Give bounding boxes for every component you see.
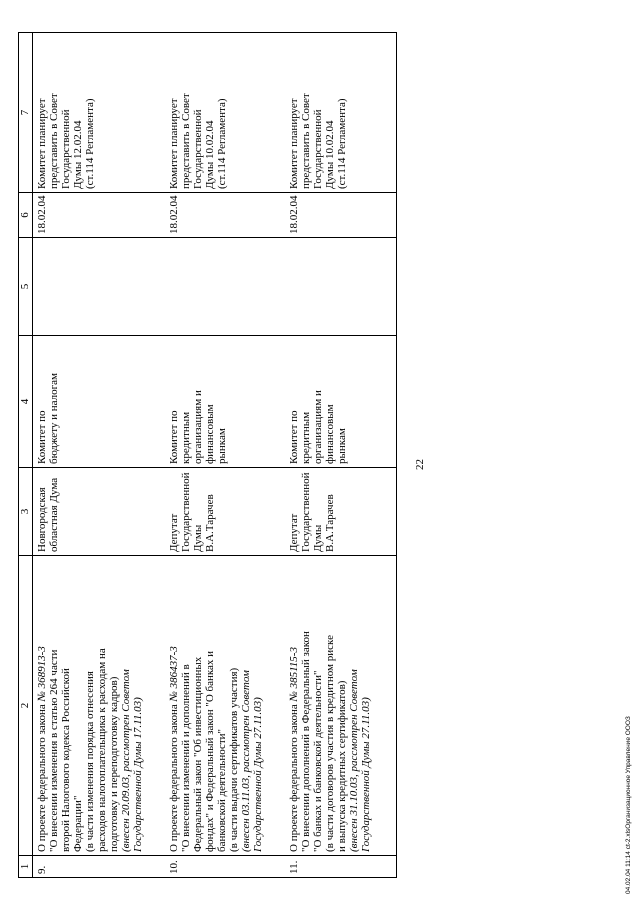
bill-description-line: "О внесении изменений и дополнений в (180, 664, 192, 852)
table-row (33, 33, 169, 878)
bill-title (36, 559, 48, 852)
bill-description-line: банковской деятельности" (216, 728, 228, 852)
footer-text: 04.02.04 11:14 ct-2.xlsОрганизационное Управление ОООЗ (625, 716, 632, 894)
note-cell (288, 33, 397, 193)
note-line: Комитет планирует (36, 98, 48, 189)
column-header: 1 (19, 856, 33, 878)
bill-description-cell (168, 556, 288, 856)
bill-description-line: (в части договоров участия в кредитном риске (324, 635, 336, 852)
header-row (19, 33, 33, 878)
initiator-line: Думы (312, 524, 324, 552)
bill-status-line: (внесен 20.09.03, рассмотрен Советом (120, 669, 132, 852)
bill-status-line: (внесен 31.10.03, рассмотрен Советом (348, 669, 360, 852)
row-number: 10. (168, 860, 180, 874)
table-row (288, 33, 397, 878)
column-header: 5 (19, 238, 33, 336)
note-line: Государственной (60, 109, 72, 189)
bill-description-line: (в части изменения порядка отнесения (84, 671, 96, 852)
bill-number: № 386437-3 (168, 646, 180, 702)
column-header: 7 (19, 33, 33, 193)
note-line: представить в Совет (180, 93, 192, 189)
date-cell: 18.02.04 (33, 193, 169, 238)
bill-description-line: и выпуска кредитных сертификатов) (336, 680, 348, 852)
initiator-line: Государственной (180, 472, 192, 552)
initiator-line: В.А.Тарачев (324, 494, 336, 552)
note-line: Думы 10.02.04 (204, 120, 216, 189)
bill-description-line: (в части выдачи сертификатов участия) (228, 667, 240, 852)
note-line: Думы 12.02.04 (72, 120, 84, 189)
bill-status-line: (внесен 03.11.03, рассмотрен Советом (240, 670, 252, 852)
row-number: 11. (288, 860, 300, 874)
initiator-line: Депутат (168, 513, 180, 552)
bills-table (18, 32, 397, 878)
committee-line: кредитным (300, 411, 312, 464)
column-5-cell (168, 238, 288, 336)
bill-description-line: фондах" и Федеральный закон "О банках и (204, 650, 216, 852)
page-number: 22 (414, 459, 426, 470)
bill-description-cell (33, 556, 169, 856)
column-header: 4 (19, 336, 33, 468)
bill-number: № 385115-3 (288, 647, 300, 702)
bill-status-line: Государственной Думы 27.11.03) (360, 697, 372, 852)
initiator-line: Новгородская (36, 487, 48, 552)
committee-line: рынкам (216, 428, 228, 464)
bill-status-line: Государственной Думы 17.11.03) (132, 697, 144, 852)
committee-line: финансовым (324, 404, 336, 464)
note-cell (168, 33, 288, 193)
bill-title-text: О проекте федерального закона (36, 701, 48, 852)
column-5-cell (288, 238, 397, 336)
bill-title-text: О проекте федерального закона (288, 701, 300, 852)
committee-line: организациям и (192, 390, 204, 464)
committee-cell (33, 336, 169, 468)
bill-status-line: Государственной Думы 27.11.03) (252, 697, 264, 852)
note-line: Комитет планирует (168, 98, 180, 189)
bill-description-line: второй Налогового кодекса Российской (60, 668, 72, 852)
row-number-cell (168, 856, 288, 878)
column-header: 2 (19, 556, 33, 856)
note-line: (ст.114 Регламента) (336, 98, 348, 189)
row-number-cell (33, 856, 169, 878)
column-5-cell (33, 238, 169, 336)
note-line: Государственной (192, 109, 204, 189)
bill-description-line: "О внесении дополнений в Федеральный закон (300, 631, 312, 852)
note-line: (ст.114 Регламента) (216, 98, 228, 189)
bill-description-line: подготовку и переподготовку кадров) (108, 676, 120, 852)
committee-line: бюджету и налогам (48, 373, 60, 464)
initiator-cell (33, 468, 169, 556)
date-cell: 18.02.04 (168, 193, 288, 238)
committee-line: кредитным (180, 411, 192, 464)
date-cell: 18.02.04 (288, 193, 397, 238)
bill-description-cell (288, 556, 397, 856)
committee-line: Комитет по (288, 410, 300, 464)
note-line: Государственной (312, 109, 324, 189)
initiator-line: Думы (192, 524, 204, 552)
initiator-line: В.А.Тарачев (204, 494, 216, 552)
initiator-cell (288, 468, 397, 556)
bill-description-line: "О банках и банковской деятельности" (312, 670, 324, 852)
committee-line: рынкам (336, 428, 348, 464)
bill-description-line: Федеральный закон "Об инвестиционных (192, 656, 204, 852)
note-line: Комитет планирует (288, 98, 300, 189)
row-number-cell (288, 856, 397, 878)
note-line: Думы 10.02.04 (324, 120, 336, 189)
note-line: (ст.114 Регламента) (84, 98, 96, 189)
bill-title (288, 559, 300, 852)
committee-line: финансовым (204, 404, 216, 464)
column-header: 3 (19, 468, 33, 556)
note-line: представить в Совет (48, 93, 60, 189)
committee-cell (288, 336, 397, 468)
bill-number: № 368913-3 (36, 646, 48, 702)
note-cell (33, 33, 169, 193)
committee-line: организациям и (312, 390, 324, 464)
bill-description-line: расходов налогоплательщика к расходам на (96, 648, 108, 852)
committee-line: Комитет по (36, 410, 48, 464)
committee-line: Комитет по (168, 410, 180, 464)
initiator-line: областная Дума (48, 477, 60, 552)
table-body (33, 33, 397, 878)
bill-description-line: Федерации" (72, 795, 84, 852)
bill-title-text: О проекте федерального закона (168, 701, 180, 852)
bill-description-line: "О внесении изменения в статью 264 части (48, 649, 60, 852)
initiator-line: Государственной (300, 472, 312, 552)
bill-title (168, 559, 180, 852)
initiator-line: Депутат (288, 513, 300, 552)
table-row (168, 33, 288, 878)
committee-cell (168, 336, 288, 468)
note-line: представить в Совет (300, 93, 312, 189)
column-header: 6 (19, 193, 33, 238)
initiator-cell (168, 468, 288, 556)
row-number: 9. (36, 865, 48, 874)
